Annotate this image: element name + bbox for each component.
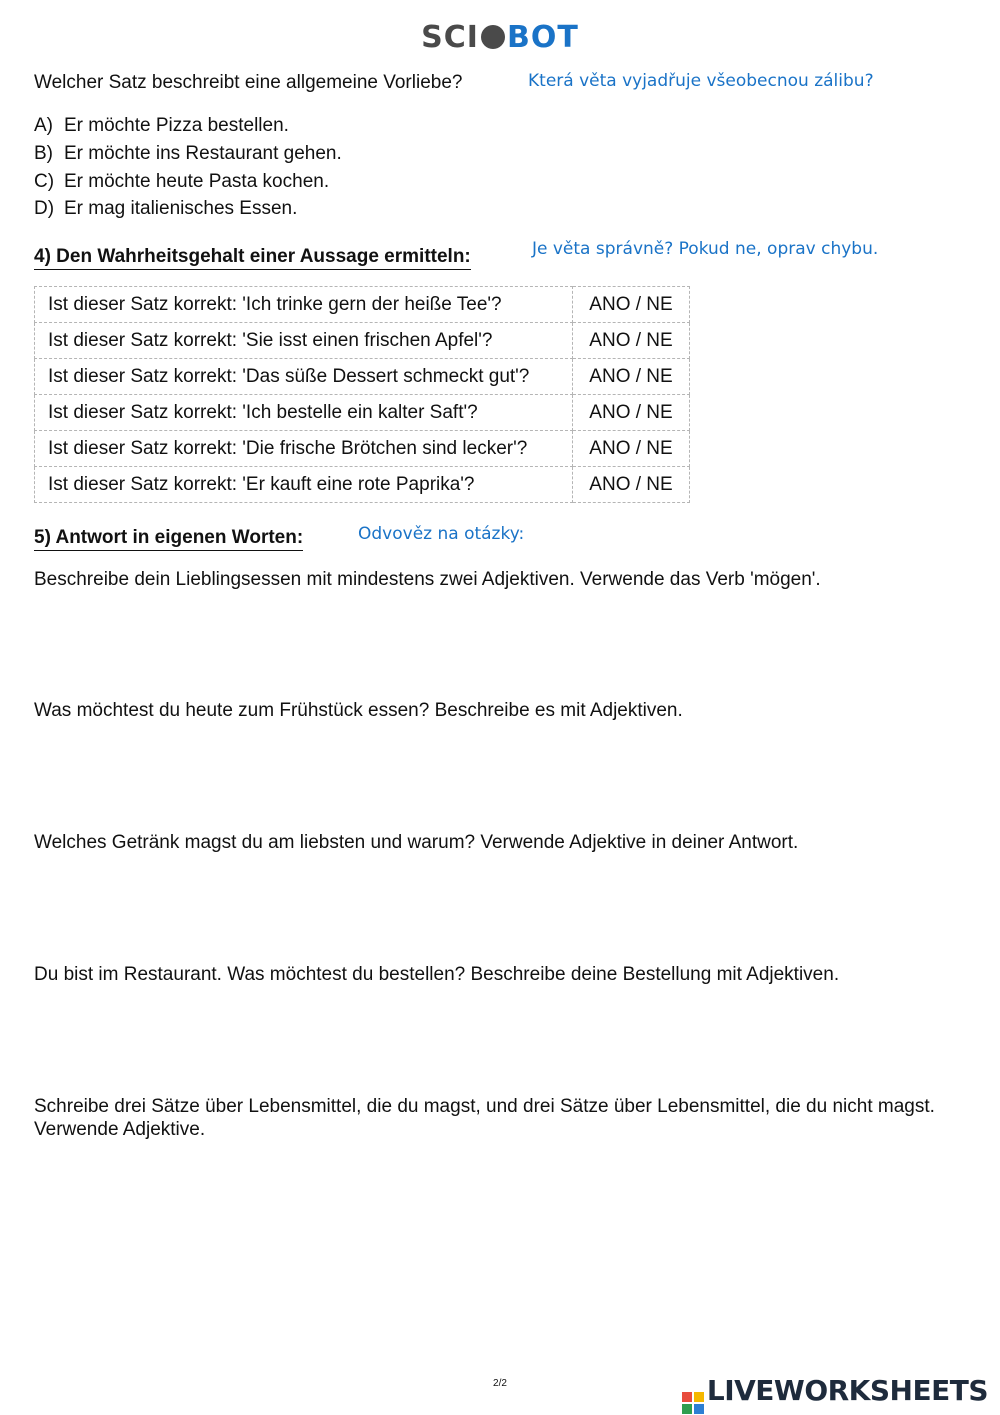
prompt-2: Was möchtest du heute zum Frühstück essen? Beschreibe es mit Adjektiven. (34, 700, 683, 721)
option-d[interactable] (34, 197, 297, 221)
section-4-heading: 4) Den Wahrheitsgehalt einer Aussage ermitteln: (34, 245, 471, 270)
option-b[interactable] (34, 142, 342, 166)
statement-cell: Ist dieser Satz korrekt: 'Die frische Brötchen sind lecker'? (35, 431, 573, 467)
sciobot-logo (0, 18, 1000, 58)
logo-text-bot: BOT (506, 20, 579, 55)
liveworksheets-grid-icon (682, 1392, 704, 1414)
option-text: Er möchte Pizza bestellen. (64, 115, 289, 136)
option-letter: B) (34, 143, 53, 164)
liveworksheets-logo (682, 1374, 988, 1414)
option-letter: D) (34, 198, 55, 219)
answer-choice[interactable]: ANO / NE (573, 395, 690, 431)
option-text: Er mag italienisches Essen. (64, 198, 298, 219)
statement-cell: Ist dieser Satz korrekt: 'Ich bestelle ein kalter Saft'? (35, 395, 573, 431)
true-false-table (34, 286, 690, 503)
table-row (35, 395, 690, 431)
logo-dot-icon (481, 25, 505, 49)
liveworksheets-brand-text: LIVEWORKSHEETS (706, 1374, 988, 1407)
section-4-hint: Je věta správně? Pokud ne, oprav chybu. (532, 239, 879, 259)
option-a[interactable] (34, 114, 289, 138)
prompt-4: Du bist im Restaurant. Was möchtest du bestellen? Beschreibe deine Bestellung mit Adjektiven. (34, 964, 840, 985)
prompt-3: Welches Getränk magst du am liebsten und warum? Verwende Adjektive in deiner Antwort. (34, 832, 799, 853)
prompt-5: Schreibe drei Sätze über Lebensmittel, die du magst, und drei Sätze über Lebensmittel, die du nicht magst. Verwende Adjektive. (34, 1096, 935, 1140)
statement-cell: Ist dieser Satz korrekt: 'Sie isst einen frischen Apfel'? (35, 323, 573, 359)
option-text: Er möchte ins Restaurant gehen. (64, 143, 342, 164)
option-letter: C) (34, 171, 55, 192)
statement-cell: Ist dieser Satz korrekt: 'Ich trinke gern der heiße Tee'? (35, 287, 573, 323)
question-hint: Která věta vyjadřuje všeobecnou zálibu? (528, 71, 874, 91)
statement-cell: Ist dieser Satz korrekt: 'Das süße Dessert schmeckt gut'? (35, 359, 573, 395)
question-text: Welcher Satz beschreibt eine allgemeine Vorliebe? (34, 72, 463, 93)
option-text: Er möchte heute Pasta kochen. (64, 171, 330, 192)
option-c[interactable] (34, 170, 329, 194)
prompt-1: Beschreibe dein Lieblingsessen mit mindestens zwei Adjektiven. Verwende das Verb 'mögen'. (34, 569, 821, 590)
table-row (35, 359, 690, 395)
table-row (35, 287, 690, 323)
answer-choice[interactable]: ANO / NE (573, 287, 690, 323)
statement-cell: Ist dieser Satz korrekt: 'Er kauft eine rote Paprika'? (35, 467, 573, 503)
table-row (35, 467, 690, 503)
section-5-hint: Odvověz na otázky: (358, 524, 525, 544)
answer-choice[interactable]: ANO / NE (573, 467, 690, 503)
answer-choice[interactable]: ANO / NE (573, 359, 690, 395)
table-row (35, 431, 690, 467)
table-row (35, 323, 690, 359)
answer-choice[interactable]: ANO / NE (573, 323, 690, 359)
answer-choice[interactable]: ANO / NE (573, 431, 690, 467)
option-letter: A) (34, 115, 53, 136)
page-number: 2/2 (493, 1378, 507, 1389)
logo-text-sci: SCI (421, 20, 479, 55)
section-5-heading: 5) Antwort in eigenen Worten: (34, 526, 303, 551)
